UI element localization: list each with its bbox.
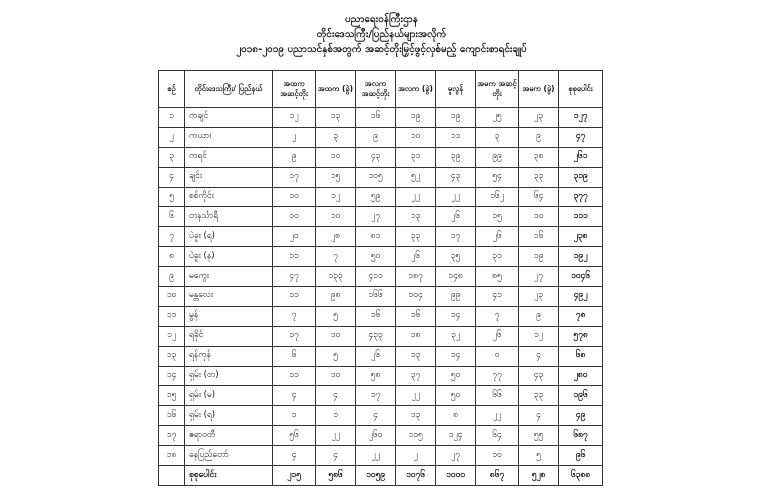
table-cell: ၁၃၃ [316,267,356,287]
table-cell: ၂၆၁ [559,147,603,167]
table-cell: ၂၃ [519,108,559,128]
table-cell: ၁၄ [159,366,185,386]
total-cell: ၈၆၇ [476,466,519,486]
table-row [159,346,603,366]
table-cell: ၂၆ [436,207,476,227]
table-cell: ၂၆ [476,227,519,247]
region-name-cell: ရန်ကုန် [185,346,273,366]
table-cell: ၁၃ [316,108,356,128]
region-name-cell: ကရင် [185,147,273,167]
table-cell: ၁၄ [436,306,476,326]
table-row [159,306,603,326]
table-row [159,287,603,307]
table-cell: ၂၇ [356,207,396,227]
table-cell: ၁ [316,406,356,426]
region-name-cell: ရခိုင် [185,326,273,346]
table-cell: ၆၈ [559,346,603,366]
table-cell: ၅၈ [356,366,396,386]
table-cell: ၃၇ [396,366,436,386]
table-cell: ၃၇၇ [559,187,603,207]
column-header: အမက အဆင့်တိုး [476,71,519,108]
table-cell: ၆ [273,346,316,366]
table-cell: ၁ [159,108,185,128]
table-cell: ၁၀ [273,187,316,207]
table-cell: ၂၃ [519,287,559,307]
table-cell: ၁၃ [159,346,185,366]
region-name-cell: ချင်း [185,167,273,187]
table-cell: ၁၁ [273,247,316,267]
table-cell: ၉ [519,127,559,147]
total-cell: ၆၃၈၈ [559,466,603,486]
total-cell: စုစုပေါင်း [185,466,273,486]
table-cell: ၁၈ [396,326,436,346]
table-cell: ၂၅ [476,108,519,128]
table-cell: ၄ [519,346,559,366]
table-cell: ၁၀၅ [356,167,396,187]
table-cell: ၉၉ [436,287,476,307]
table-row [159,267,603,287]
column-header: မူလွန် [436,71,476,108]
table-cell: ၁၆ [159,406,185,426]
table-cell: ၁၂ [273,108,316,128]
table-cell: ၁၁ [436,127,476,147]
table-cell: ၁၅ [159,386,185,406]
table-cell: ၁၃ [396,406,436,426]
table-cell: ၂၂ [396,187,436,207]
region-subtitle: တိုင်းဒေသကြီး/ပြည်နယ်များအလိုက် [316,29,447,40]
document-header [0,12,763,57]
table-cell: ၂၂ [476,406,519,426]
table-row [159,386,603,406]
table-cell: ၆ [159,207,185,227]
table-cell: ၁၁ [159,306,185,326]
table-cell: ၄၇ [273,267,316,287]
table-cell: ၃၁ [396,147,436,167]
table-cell: ၄၁ [476,287,519,307]
table-cell: ၄၇ [559,127,603,147]
table-cell: ၄ [356,406,396,426]
table-cell: ၁၀၄ [396,287,436,307]
table-cell: ၉ [273,147,316,167]
column-header: အမက (ခွဲ) [519,71,559,108]
table-cell: ၃၂ [436,326,476,346]
table-cell: ၁၆ [519,227,559,247]
table-cell: ၁၁ [273,287,316,307]
table-cell: ၂၂ [436,187,476,207]
table-cell: ၅ [316,346,356,366]
region-name-cell: ရှမ်း (ရ) [185,406,273,426]
table-cell: ၈ [159,247,185,267]
table-cell: ၄ [519,406,559,426]
table-cell: ၇၈ [559,306,603,326]
region-name-cell: ပဲခူး (န) [185,247,273,267]
table-cell: ၁၀၄၆ [559,267,603,287]
table-cell: ၅၀ [436,386,476,406]
table-cell: ၁၂ [159,326,185,346]
table-cell: ၁၆ [356,108,396,128]
table-cell: ၂၆ [356,346,396,366]
table-cell: ၁၂၄ [436,426,476,446]
table-cell: ၈ [436,406,476,426]
table-cell: ၆၆ [476,386,519,406]
region-name-cell: ရှမ်း (တ) [185,366,273,386]
table-cell: ၀ [476,346,519,366]
table-cell: ၅ [159,187,185,207]
table-cell: ၉၉ [476,147,519,167]
table-cell: ၁၉ [396,108,436,128]
table-cell: ၅ [519,446,559,466]
table-cell: ၃၁ [476,247,519,267]
table-cell: ၁၀ [273,207,316,227]
table-cell: ၃ [159,147,185,167]
table-cell: ၉ [356,127,396,147]
region-name-cell: ရှမ်း (မ) [185,386,273,406]
table-cell: ၁၈ [159,446,185,466]
total-cell: ၁၀၅၉ [356,466,396,486]
table-cell: ၁၆၂ [476,187,519,207]
table-cell: ၄၃ [436,167,476,187]
table-cell: ၆၄ [519,187,559,207]
table-cell: ၇ [316,247,356,267]
table-cell: ၁၉၂ [559,247,603,267]
table-cell: ၁၂၇ [559,108,603,128]
table-cell: ၁၂ [519,326,559,346]
table-cell: ၂၃၈ [559,227,603,247]
table-cell: ၁၀ [316,326,356,346]
table-cell: ၃၃ [396,227,436,247]
table-row [159,108,603,128]
table-row [159,187,603,207]
table-cell: ၂၆ [476,326,519,346]
table-cell: ၁၇ [356,386,396,406]
table-cell: ၁၀ [519,207,559,227]
total-cell: ၁၀၀၀ [436,466,476,486]
ministry-title: ပညာရေးဝန်ကြီးဌာန [345,14,418,25]
table-cell: ၃၅ [436,247,476,267]
region-name-cell: ပဲခူး (ရ) [185,227,273,247]
table-cell: ၂၂ [316,426,356,446]
table-cell: ၄ [316,386,356,406]
table-cell: ၄ [159,167,185,187]
table-cell: ၁၆၆ [356,287,396,307]
table-row [159,406,603,426]
table-cell: ၃၁၉ [559,167,603,187]
table-row [159,207,603,227]
column-header: တိုင်းဒေသကြီး/ ပြည်နယ် [185,71,273,108]
region-name-cell: မကွေး [185,267,273,287]
table-cell: ၁၀ [159,287,185,307]
region-name-cell: တနင်္သာရီ [185,207,273,227]
total-cell: ၂၁၅ [273,466,316,486]
table-cell: ၉၈ [316,287,356,307]
table-cell: ၂၇ [519,267,559,287]
table-cell: ၂၈ [316,227,356,247]
table-cell: ၅၉ [356,187,396,207]
table-cell: ၁၄ [436,346,476,366]
table-cell: ၁၁၁ [559,207,603,227]
table-cell: ၃၃ [519,167,559,187]
column-header: အလက (ခွဲ) [396,71,436,108]
region-name-cell: စစ်ကိုင်း [185,187,273,207]
table-cell: ၉ [159,267,185,287]
table-cell: ၄၃ [519,366,559,386]
table-cell: ၄ [273,446,316,466]
table-row [159,167,603,187]
table-header-row [159,71,603,108]
table-cell: ၅၂ [396,167,436,187]
table-cell: ၂၇ [436,446,476,466]
table-cell: ၄၉၂ [559,287,603,307]
table-cell: ၁၀ [316,207,356,227]
table-cell: ၅၇၈ [559,326,603,346]
table-cell: ၄၃ [356,147,396,167]
column-header: အလက အဆင့်တိုး [356,71,396,108]
column-header: စုစုပေါင်း [559,71,603,108]
table-cell: ၁၄၈ [436,267,476,287]
region-name-cell: ဧရာဝတီ [185,426,273,446]
table-cell: ၁၉ [436,108,476,128]
report-title: ၂၀၁၈-၂၀၁၉ ပညာသင်နှစ်အတွက် အဆင့်တိုးမြှင့်ဖွင့်လှစ်မည့် ကျောင်းစာရင်းချုပ် [236,44,527,55]
column-header: အထက အဆင့်တိုး [273,71,316,108]
table-cell: ၁၅ [476,207,519,227]
table-cell: ၂၂ [396,386,436,406]
table-cell: ၃ [476,127,519,147]
table-cell: ၇ [476,306,519,326]
table-cell: ၁၉ [519,247,559,267]
table-row [159,366,603,386]
table-cell: ၂၆၀ [356,426,396,446]
table-cell: ၇၇ [476,366,519,386]
table-cell: ၁၈၇ [396,267,436,287]
table-row [159,127,603,147]
table-cell: ၁၇ [273,326,316,346]
table-cell: ၇ [159,227,185,247]
region-name-cell: ကချင် [185,108,273,128]
table-cell: ၅၀ [436,366,476,386]
table-cell: ၁၀ [396,127,436,147]
table-cell: ၁၁၅ [396,426,436,446]
region-name-cell: မန္တလေး [185,287,273,307]
table-cell: ၁၀ [476,446,519,466]
region-name-cell: မွန် [185,306,273,326]
table-row [159,147,603,167]
table-cell: ၁၆ [396,306,436,326]
table-cell: ၁၀ [316,147,356,167]
table-cell: ၁၇ [436,227,476,247]
table-cell: ၁၃ [396,346,436,366]
table-cell: ၁၀ [316,366,356,386]
table-cell: ၄၁၁ [356,267,396,287]
total-row [159,466,603,486]
table-cell: ၁၇ [159,426,185,446]
column-header: စဉ် [159,71,185,108]
table-row [159,426,603,446]
table-row [159,227,603,247]
table-cell: ၅၄ [476,167,519,187]
table-cell: ၅၅ [519,426,559,446]
table-cell: ၁၆ [356,306,396,326]
table-cell: ၃၈ [519,147,559,167]
total-cell: ၅၂၈ [519,466,559,486]
total-cell: ၅၈၆ [316,466,356,486]
table-cell: ၃၃ [519,386,559,406]
table-cell: ၆၄ [476,426,519,446]
table-cell: ၂ [159,127,185,147]
table-cell: ၁၉၆ [559,386,603,406]
table-cell: ၁၃ [396,207,436,227]
table-cell: ၄၉ [559,406,603,426]
table-cell: ၇ [273,306,316,326]
table-cell: ၂၀ [273,227,316,247]
table-cell: ၈၅ [476,267,519,287]
table-cell: ၅၆ [273,426,316,446]
table-cell: ၄ [316,446,356,466]
table-cell: ၂၈၀ [559,366,603,386]
schools-summary-table [158,70,603,486]
total-cell: ၁၀၇၆ [396,466,436,486]
region-name-cell: ကယား [185,127,273,147]
table-cell: ၅ [316,306,356,326]
table-cell: ၁ [273,406,316,426]
table-row [159,326,603,346]
table-cell: ၂၂ [356,446,396,466]
region-name-cell: နေပြည်တော် [185,446,273,466]
table-cell: ၅၀ [356,247,396,267]
table-cell: ၆၈၇ [559,426,603,446]
total-cell [159,466,185,486]
table-cell: ၂ [396,446,436,466]
table-cell: ၂၆ [396,247,436,267]
table-cell: ၁၇ [273,167,316,187]
table-row [159,247,603,267]
column-header: အထက (ခွဲ) [316,71,356,108]
table-cell: ၃ [316,127,356,147]
table-row [159,446,603,466]
table-cell: ၈၁ [356,227,396,247]
table-cell: ၉ [519,306,559,326]
table-cell: ၁၁ [273,366,316,386]
table-cell: ၁၂ [316,187,356,207]
table-cell: ၉၆ [559,446,603,466]
table-cell: ၄၃၃ [356,326,396,346]
table-cell: ၃၉ [436,147,476,167]
table-cell: ၂ [273,127,316,147]
table-cell: ၁၅ [316,167,356,187]
table-cell: ၄ [273,386,316,406]
